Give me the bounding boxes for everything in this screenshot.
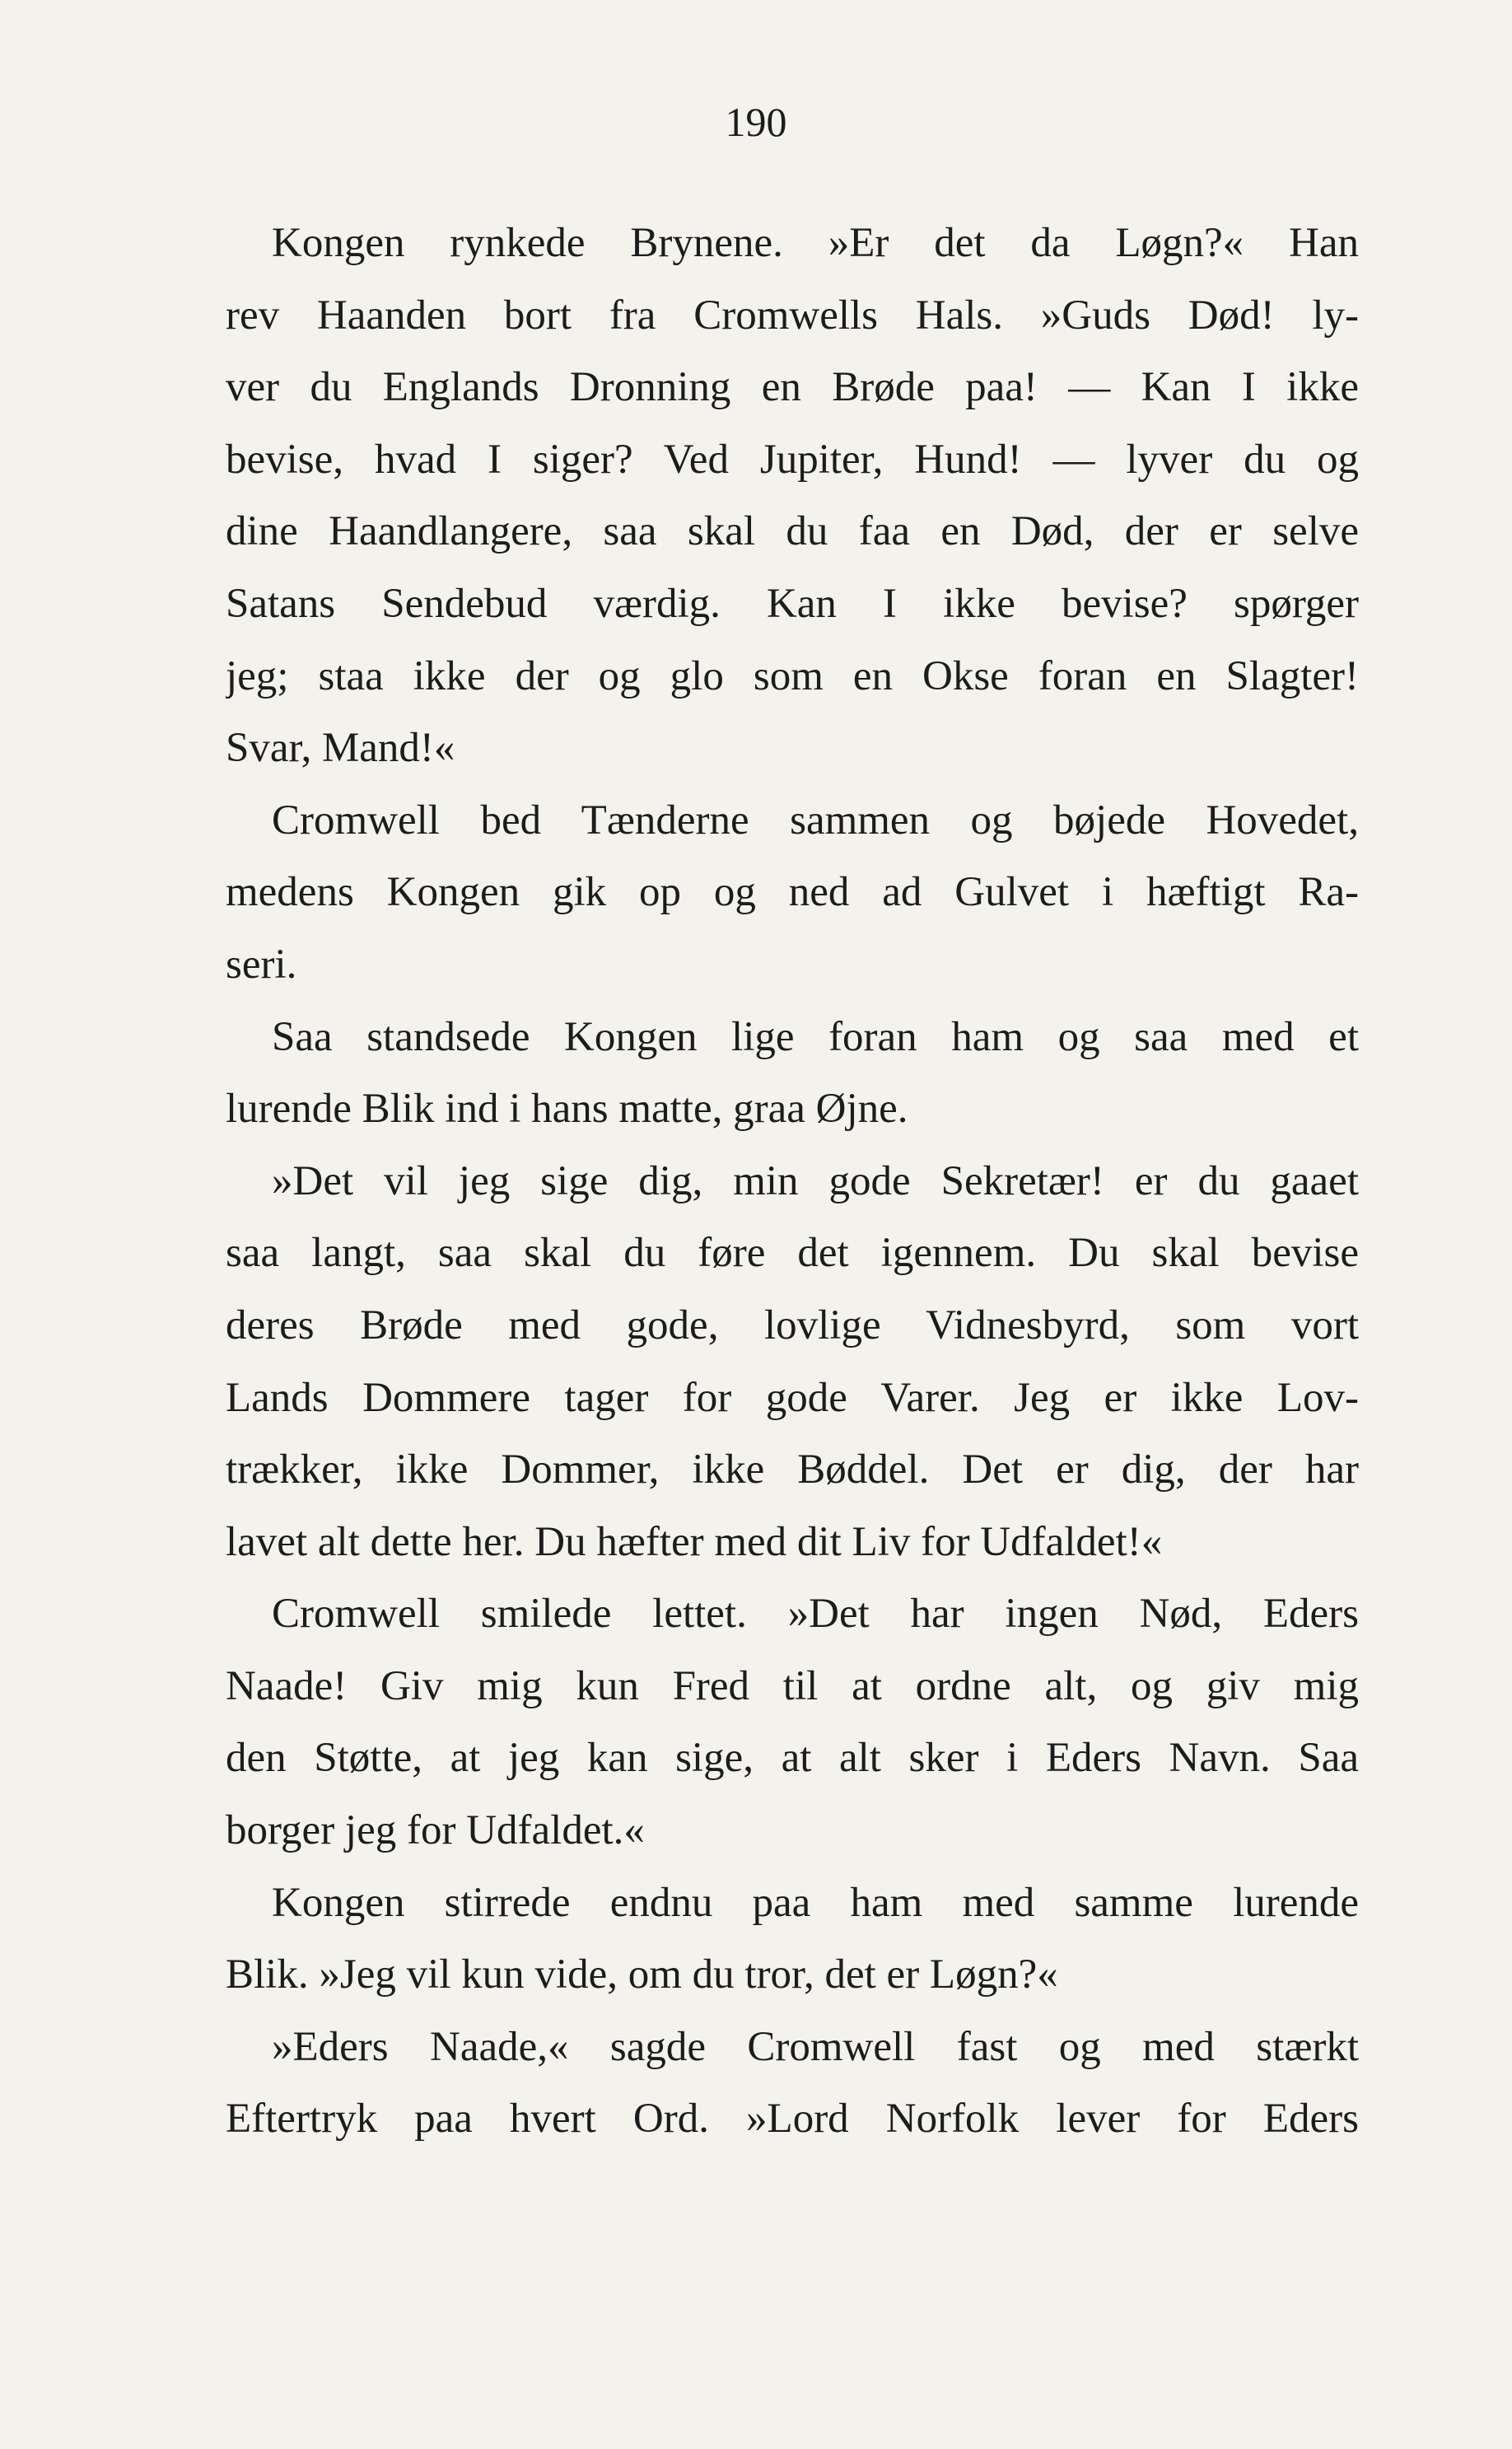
text-line: jeg; staa ikke der og glo som en Okse foran en Slagter! [226,652,1359,699]
text-line: lavet alt dette her. Du hæfter med dit Liv for Udfaldet!« [226,1518,1163,1565]
text-line: Svar, Mand!« [226,725,455,772]
text-line: borger jeg for Udfaldet.« [226,1807,645,1854]
text-line: Naade! Giv mig kun Fred til at ordne alt, og giv mig [226,1662,1359,1709]
text-line: Eftertryk paa hvert Ord. »Lord Norfolk lever for Eders [226,2096,1359,2143]
text-line: Lands Dommere tager for gode Varer. Jeg er ikke Lov- [226,1374,1359,1421]
text-line: saa langt, saa skal du føre det igennem. Du skal bevise [226,1230,1359,1277]
text-line: medens Kongen gik op og ned ad Gulvet i hæftigt Ra- [226,869,1359,916]
text-line: »Eders Naade,« sagde Cromwell fast og med stærkt [272,2023,1359,2070]
text-line: Saa standsede Kongen lige foran ham og saa med et [272,1013,1359,1060]
text-line: rev Haanden bort fra Cromwells Hals. »Guds Død! ly- [226,292,1359,339]
text-line: dine Haandlangere, saa skal du faa en Død, der er selve [226,508,1359,555]
text-line: seri. [226,941,297,988]
text-line: Satans Sendebud værdig. Kan I ikke bevise? spørger [226,580,1359,627]
text-line: »Det vil jeg sige dig, min gode Sekretær! er du gaaet [272,1157,1359,1204]
text-line: Blik. »Jeg vil kun vide, om du tror, det er Løgn?« [226,1951,1058,1998]
text-line: Kongen rynkede Brynene. »Er det da Løgn?« Han [272,220,1359,266]
page-number: 190 [725,99,787,145]
text-line: Kongen stirrede endnu paa ham med samme lurende [272,1879,1359,1926]
text-line: lurende Blik ind i hans matte, graa Øjne. [226,1086,908,1133]
text-line: Cromwell bed Tænderne sammen og bøjede Hovedet, [272,797,1359,844]
text-line: Cromwell smilede lettet. »Det har ingen Nød, Eders [272,1591,1359,1638]
text-line: den Støtte, at jeg kan sige, at alt sker i Eders Navn. Saa [226,1735,1359,1782]
text-line: bevise, hvad I siger? Ved Jupiter, Hund! — lyver du og [226,436,1359,483]
text-line: trækker, ikke Dommer, ikke Bøddel. Det er dig, der har [226,1446,1359,1493]
text-line: deres Brøde med gode, lovlige Vidnesbyrd, som vort [226,1302,1359,1348]
text-line: ver du Englands Dronning en Brøde paa! — Kan I ikke [226,364,1359,411]
body-text [226,208,1359,2156]
